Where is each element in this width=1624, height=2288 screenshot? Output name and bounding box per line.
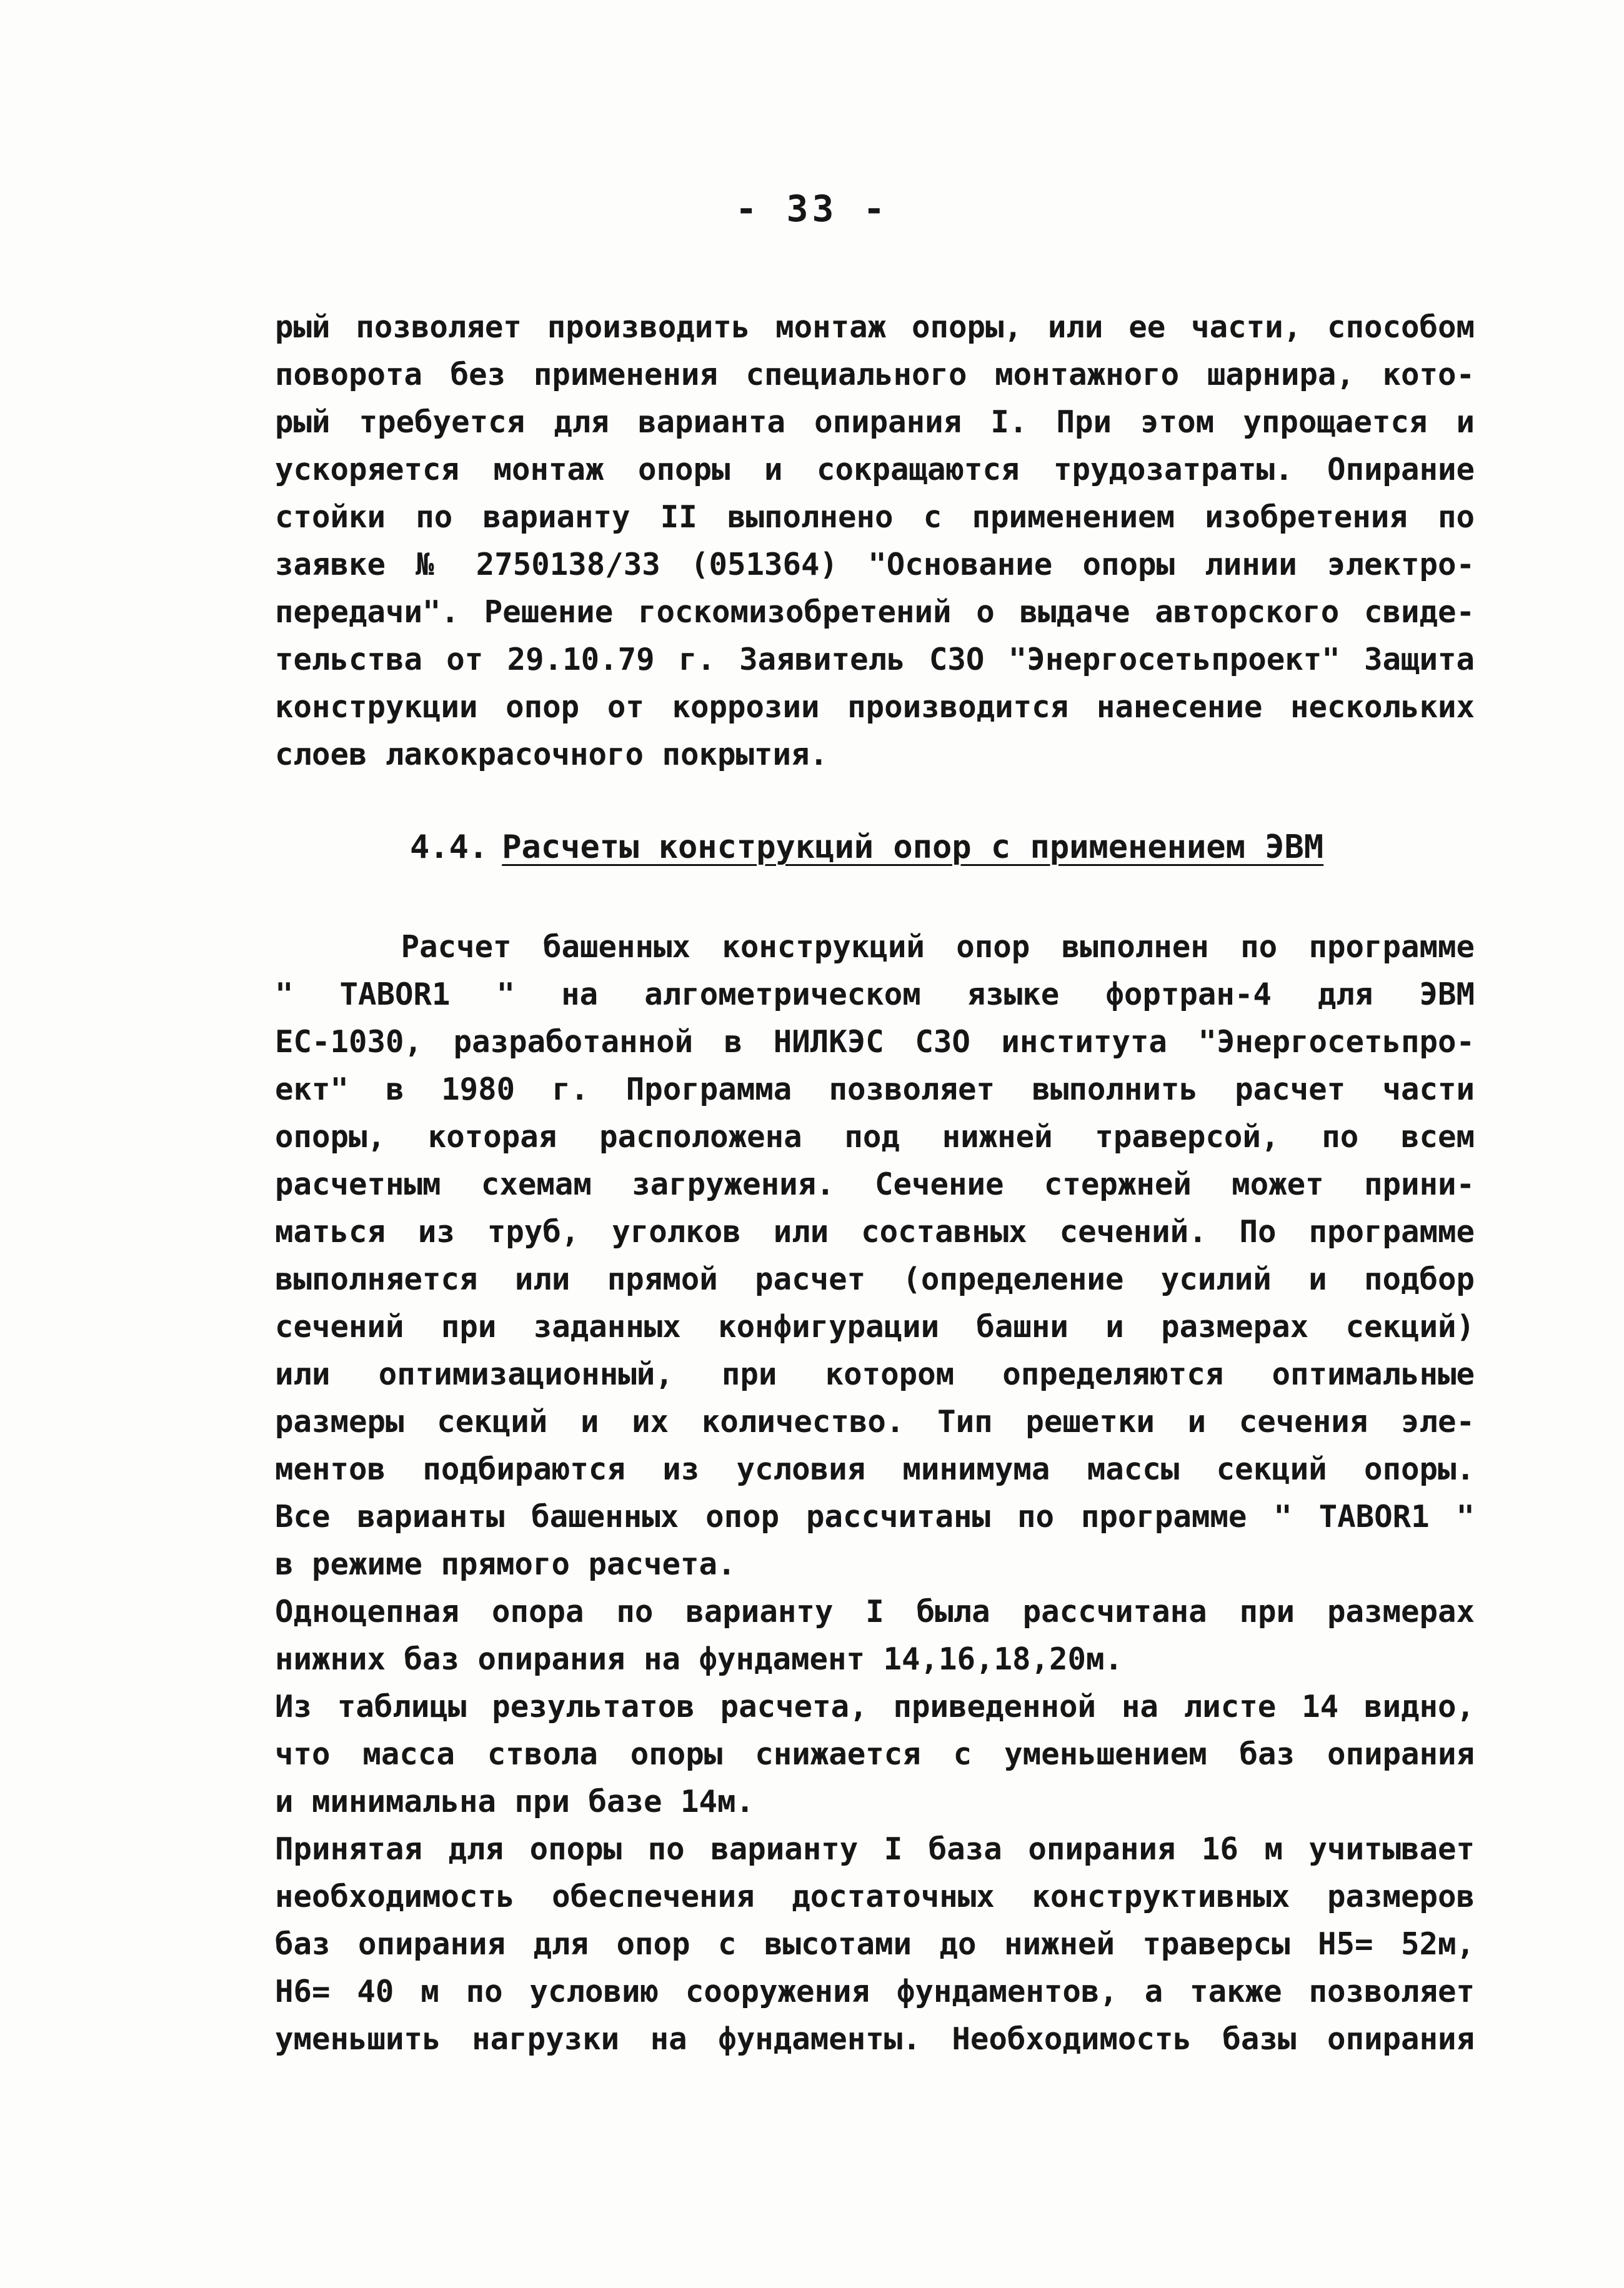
text-line: нижних баз опирания на фундамент 14,16,18,20м. bbox=[275, 1641, 1123, 1677]
text-line: размеры секций и их количество. Тип решетки и сечения эле- bbox=[275, 1404, 1475, 1440]
text-line: в режиме прямого расчета. bbox=[275, 1546, 736, 1582]
text-line: что масса ствола опоры снижается с уменьшением баз опирания bbox=[275, 1736, 1475, 1772]
text-line: Расчет башенных конструкций опор выполнен по программе bbox=[275, 929, 1475, 965]
text-line: сечений при заданных конфигурации башни и размерах секций) bbox=[275, 1309, 1475, 1345]
text-line: необходимость обеспечения достаточных конструктивных размеров bbox=[275, 1879, 1475, 1914]
text-line: ект" в 1980 г. Программа позволяет выполнить расчет части bbox=[275, 1072, 1475, 1107]
text-line: передачи". Решение госкомизобретений о выдаче авторского свиде- bbox=[275, 594, 1475, 630]
paragraph-2 bbox=[275, 923, 1475, 2063]
text-line: слоев лакокрасочного покрытия. bbox=[275, 737, 829, 772]
text-line: H6= 40 м по условию сооружения фундаментов, а также позволяет bbox=[275, 1974, 1475, 2009]
text-line: уменьшить нагрузки на фундаменты. Необходимость базы опирания bbox=[275, 2021, 1475, 2057]
text-line: баз опирания для опор с высотами до нижней траверсы H5= 52м, bbox=[275, 1926, 1475, 1962]
text-line: Принятая для опоры по варианту I база опирания 16 м учитывает bbox=[275, 1831, 1475, 1867]
text-line: или оптимизационный, при котором определяются оптимальные bbox=[275, 1356, 1475, 1392]
section-heading bbox=[410, 823, 1372, 871]
text-line: опоры, которая расположена под нижней траверсой, по всем bbox=[275, 1119, 1475, 1155]
text-line: конструкции опор от коррозии производится нанесение нескольких bbox=[275, 689, 1475, 725]
text-line: ускоряется монтаж опоры и сокращаются трудозатраты. Опирание bbox=[275, 452, 1475, 487]
paragraph-1 bbox=[275, 304, 1475, 778]
text-line: и минимальна при базе 14м. bbox=[275, 1784, 755, 1819]
text-line: Из таблицы результатов расчета, приведенной на листе 14 видно, bbox=[275, 1689, 1475, 1724]
text-line: маться из труб, уголков или составных сечений. По программе bbox=[275, 1214, 1475, 1250]
text-line: ЕС-1030, разработанной в НИЛКЭС СЗО института "Энергосетьпро- bbox=[275, 1024, 1475, 1060]
text-line: Одноцепная опора по варианту I была рассчитана при размерах bbox=[275, 1594, 1475, 1629]
text-line: ментов подбираются из условия минимума массы секций опоры. bbox=[275, 1451, 1475, 1487]
text-line: расчетным схемам загружения. Сечение стержней может прини- bbox=[275, 1166, 1475, 1202]
text-line: рый требуется для варианта опирания I. При этом упрощается и bbox=[275, 404, 1475, 440]
page-number: - 33 - bbox=[735, 187, 889, 230]
text-line: выполняется или прямой расчет (определение усилий и подбор bbox=[275, 1261, 1475, 1297]
text-line: тельства от 29.10.79 г. Заявитель СЗО "Энергосетьпроект" Защита bbox=[275, 642, 1475, 677]
text-line: " TABOR1 " на алгометрическом языке фортран-4 для ЭВМ bbox=[275, 977, 1475, 1012]
text-line: стойки по варианту II выполнено с применением изобретения по bbox=[275, 499, 1475, 535]
section-title: Расчеты конструкций опор с применением ЭВМ bbox=[502, 828, 1324, 866]
text-line: Все варианты башенных опор рассчитаны по программе " TABOR1 " bbox=[275, 1499, 1475, 1534]
section-number: 4.4. bbox=[410, 828, 489, 866]
text-line: заявке № 2750138/33 (051364) "Основание опоры линии электро- bbox=[275, 547, 1475, 582]
text-line: поворота без применения специального монтажного шарнира, кото- bbox=[275, 357, 1475, 392]
text-line: рый позволяет производить монтаж опоры, или ее части, способом bbox=[275, 309, 1475, 345]
